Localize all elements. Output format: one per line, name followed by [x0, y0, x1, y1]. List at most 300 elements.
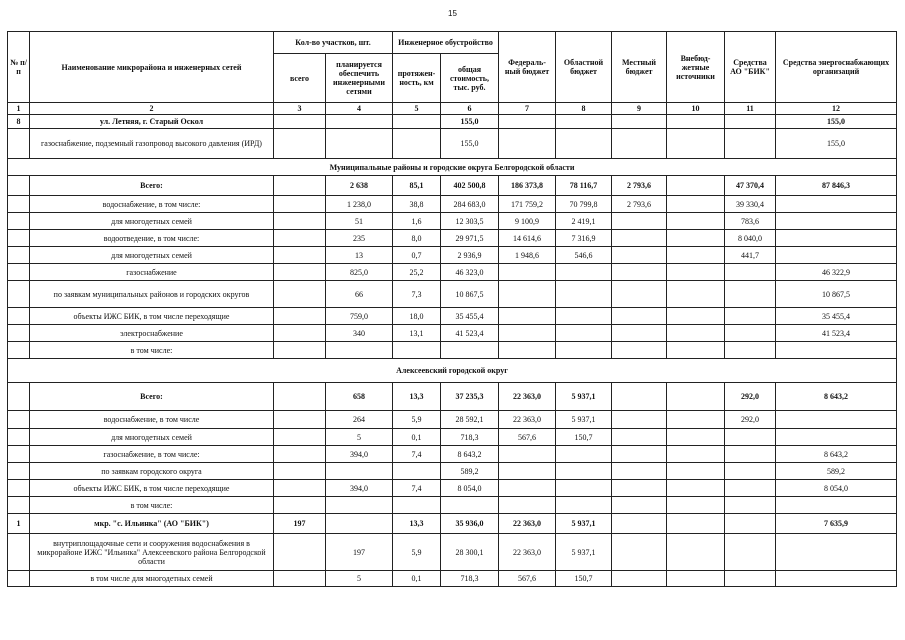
cell-cost: 37 235,3 — [441, 383, 499, 411]
cell-plots-planned: 66 — [326, 281, 393, 308]
cell-offbudget — [667, 325, 725, 342]
cell-name: газоснабжение, подземный газопровод высокого давления (ИРД) — [30, 129, 274, 159]
cell-local: 2 793,6 — [612, 176, 667, 196]
cell-offbudget — [667, 446, 725, 463]
cell-regional — [556, 480, 612, 497]
cell-federal: 186 373,8 — [499, 176, 556, 196]
cell-energy — [776, 342, 897, 359]
header-eng-length: протяжен-ность, км — [393, 54, 441, 103]
cell-local — [612, 308, 667, 325]
cell-length — [393, 342, 441, 359]
table-row — [8, 230, 897, 247]
header-eng-group: Инженерное обустройство — [393, 32, 499, 54]
cell-length — [393, 129, 441, 159]
table-row — [8, 446, 897, 463]
cell-federal: 171 759,2 — [499, 196, 556, 213]
cell-cost: 8 643,2 — [441, 446, 499, 463]
cell-regional: 546,6 — [556, 247, 612, 264]
cell-offbudget — [667, 129, 725, 159]
cell-length: 18,0 — [393, 308, 441, 325]
table-row — [8, 196, 897, 213]
cell-num: 1 — [8, 514, 30, 534]
cell-length: 7,3 — [393, 281, 441, 308]
cell-cost: 10 867,5 — [441, 281, 499, 308]
table-row — [8, 534, 897, 571]
cell-cost: 35 936,0 — [441, 514, 499, 534]
cell-length: 38,8 — [393, 196, 441, 213]
cell-local — [612, 281, 667, 308]
cell-federal: 22 363,0 — [499, 383, 556, 411]
cell-num — [8, 497, 30, 514]
cell-bik: 8 040,0 — [725, 230, 776, 247]
cell-num — [8, 534, 30, 571]
cell-cost: 8 054,0 — [441, 480, 499, 497]
cell-name: по заявкам муниципальных районов и городских округов — [30, 281, 274, 308]
cell-name: мкр. "с. Ильинка" (АО "БИК") — [30, 514, 274, 534]
col-number: 8 — [556, 103, 612, 115]
cell-offbudget — [667, 411, 725, 429]
header-name: Наименование микрорайона и инженерных сетей — [30, 32, 274, 103]
cell-federal: 9 100,9 — [499, 213, 556, 230]
table-row — [8, 247, 897, 264]
cell-local: 2 793,6 — [612, 196, 667, 213]
cell-length: 7,4 — [393, 446, 441, 463]
cell-energy — [776, 230, 897, 247]
cell-bik — [725, 497, 776, 514]
cell-regional — [556, 446, 612, 463]
cell-plots-total — [274, 411, 326, 429]
table-row — [8, 281, 897, 308]
cell-plots-total — [274, 571, 326, 587]
cell-regional — [556, 308, 612, 325]
header-num: № п/п — [8, 32, 30, 103]
cell-bik — [725, 514, 776, 534]
cell-plots-total — [274, 308, 326, 325]
cell-federal: 567,6 — [499, 571, 556, 587]
cell-bik: 47 370,4 — [725, 176, 776, 196]
header-local: Местный бюджет — [612, 32, 667, 103]
cell-local — [612, 342, 667, 359]
cell-num — [8, 264, 30, 281]
cell-offbudget — [667, 534, 725, 571]
cell-regional — [556, 342, 612, 359]
cell-name: водоснабжение, в том числе: — [30, 196, 274, 213]
cell-local — [612, 129, 667, 159]
cell-local — [612, 463, 667, 480]
cell-cost: 155,0 — [441, 115, 499, 129]
cell-plots-planned — [326, 463, 393, 480]
cell-energy — [776, 411, 897, 429]
cell-length — [393, 463, 441, 480]
header-plots-total: всего — [274, 54, 326, 103]
cell-num — [8, 411, 30, 429]
cell-cost: 46 323,0 — [441, 264, 499, 281]
cell-num — [8, 308, 30, 325]
cell-plots-total — [274, 534, 326, 571]
cell-cost: 589,2 — [441, 463, 499, 480]
cell-num — [8, 325, 30, 342]
cell-name: объекты ИЖС БИК, в том числе переходящие — [30, 308, 274, 325]
cell-federal — [499, 497, 556, 514]
header-regional: Областной бюджет — [556, 32, 612, 103]
cell-offbudget — [667, 342, 725, 359]
cell-federal: 1 948,6 — [499, 247, 556, 264]
table-row — [8, 176, 897, 196]
cell-plots-planned: 394,0 — [326, 480, 393, 497]
cell-num — [8, 281, 30, 308]
cell-regional: 5 937,1 — [556, 383, 612, 411]
table-row — [8, 497, 897, 514]
cell-num — [8, 446, 30, 463]
cell-name: водоотведение, в том числе: — [30, 230, 274, 247]
cell-energy — [776, 429, 897, 446]
cell-offbudget — [667, 308, 725, 325]
cell-offbudget — [667, 247, 725, 264]
header-federal: Федераль-ный бюджет — [499, 32, 556, 103]
cell-num — [8, 213, 30, 230]
cell-plots-total — [274, 463, 326, 480]
cell-plots-total: 197 — [274, 514, 326, 534]
header-plots-group: Кол-во участков, шт. — [274, 32, 393, 54]
cell-length: 0,1 — [393, 571, 441, 587]
table-row — [8, 383, 897, 411]
cell-num — [8, 176, 30, 196]
cell-federal — [499, 308, 556, 325]
cell-bik: 292,0 — [725, 411, 776, 429]
cell-bik — [725, 308, 776, 325]
cell-bik — [725, 571, 776, 587]
cell-local — [612, 115, 667, 129]
cell-plots-total — [274, 383, 326, 411]
table-row — [8, 514, 897, 534]
cell-cost: 28 592,1 — [441, 411, 499, 429]
cell-energy: 87 846,3 — [776, 176, 897, 196]
cell-plots-planned: 394,0 — [326, 446, 393, 463]
cell-bik — [725, 281, 776, 308]
cell-num — [8, 383, 30, 411]
cell-num — [8, 230, 30, 247]
cell-name: Всего: — [30, 176, 274, 196]
cell-offbudget — [667, 463, 725, 480]
cell-bik: 441,7 — [725, 247, 776, 264]
cell-federal: 22 363,0 — [499, 514, 556, 534]
header-row-1 — [8, 32, 897, 54]
header-plots-planned: планируется обеспечить инженерными сетями — [326, 54, 393, 103]
cell-local — [612, 230, 667, 247]
cell-energy: 589,2 — [776, 463, 897, 480]
cell-offbudget — [667, 196, 725, 213]
col-number: 12 — [776, 103, 897, 115]
col-number: 9 — [612, 103, 667, 115]
table-row — [8, 264, 897, 281]
cell-cost: 155,0 — [441, 129, 499, 159]
cell-length: 5,9 — [393, 411, 441, 429]
cell-local — [612, 446, 667, 463]
cell-bik — [725, 325, 776, 342]
cell-energy: 10 867,5 — [776, 281, 897, 308]
cell-name: в том числе для многодетных семей — [30, 571, 274, 587]
cell-plots-planned: 5 — [326, 571, 393, 587]
table-row — [8, 325, 897, 342]
cell-offbudget — [667, 571, 725, 587]
cell-cost: 28 300,1 — [441, 534, 499, 571]
header-bik: Средства АО "БИК" — [725, 32, 776, 103]
cell-length: 5,9 — [393, 534, 441, 571]
cell-bik: 292,0 — [725, 383, 776, 411]
cell-plots-planned: 825,0 — [326, 264, 393, 281]
cell-bik — [725, 129, 776, 159]
cell-regional: 78 116,7 — [556, 176, 612, 196]
cell-plots-planned — [326, 514, 393, 534]
cell-plots-total — [274, 176, 326, 196]
cell-num — [8, 571, 30, 587]
cell-offbudget — [667, 264, 725, 281]
cell-name: для многодетных семей — [30, 429, 274, 446]
section-heading-alekseevsky: Алексеевский городской округ — [8, 359, 897, 383]
cell-local — [612, 264, 667, 281]
cell-offbudget — [667, 497, 725, 514]
cell-plots-total — [274, 429, 326, 446]
cell-regional: 2 419,1 — [556, 213, 612, 230]
col-number: 10 — [667, 103, 725, 115]
table-row — [8, 342, 897, 359]
column-number-row — [8, 103, 897, 115]
cell-bik — [725, 264, 776, 281]
cell-energy — [776, 247, 897, 264]
cell-offbudget — [667, 230, 725, 247]
cell-federal: 14 614,6 — [499, 230, 556, 247]
cell-energy: 46 322,9 — [776, 264, 897, 281]
cell-regional — [556, 281, 612, 308]
cell-plots-total — [274, 281, 326, 308]
cell-regional: 7 316,9 — [556, 230, 612, 247]
cell-plots-planned: 197 — [326, 534, 393, 571]
cell-energy: 7 635,9 — [776, 514, 897, 534]
table-row — [8, 129, 897, 159]
cell-plots-planned: 340 — [326, 325, 393, 342]
col-number: 3 — [274, 103, 326, 115]
cell-name: внутриплощадочные сети и сооружения водоснабжения в микрорайоне ИЖС "Ильинка" Алексеевского района Белгородской области — [30, 534, 274, 571]
cell-energy — [776, 196, 897, 213]
cell-length — [393, 115, 441, 129]
budget-table — [7, 31, 897, 587]
cell-bik: 39 330,4 — [725, 196, 776, 213]
cell-name: для многодетных семей — [30, 247, 274, 264]
table-row — [8, 411, 897, 429]
table-row — [8, 463, 897, 480]
cell-num — [8, 463, 30, 480]
cell-length: 8,0 — [393, 230, 441, 247]
cell-num — [8, 342, 30, 359]
cell-cost: 35 455,4 — [441, 308, 499, 325]
cell-name: Всего: — [30, 383, 274, 411]
cell-federal — [499, 281, 556, 308]
cell-energy: 8 643,2 — [776, 446, 897, 463]
cell-num — [8, 196, 30, 213]
table-row — [8, 571, 897, 587]
cell-offbudget — [667, 514, 725, 534]
cell-plots-planned: 235 — [326, 230, 393, 247]
cell-plots-planned: 658 — [326, 383, 393, 411]
cell-plots-total — [274, 213, 326, 230]
cell-length: 85,1 — [393, 176, 441, 196]
cell-cost: 718,3 — [441, 571, 499, 587]
table-row — [8, 213, 897, 230]
cell-num — [8, 129, 30, 159]
cell-name: объекты ИЖС БИК, в том числе переходящие — [30, 480, 274, 497]
cell-energy — [776, 571, 897, 587]
col-number: 11 — [725, 103, 776, 115]
section-row — [8, 159, 897, 176]
cell-plots-total — [274, 115, 326, 129]
cell-length: 13,3 — [393, 383, 441, 411]
cell-name: для многодетных семей — [30, 213, 274, 230]
cell-bik — [725, 115, 776, 129]
cell-num: 8 — [8, 115, 30, 129]
cell-local — [612, 247, 667, 264]
cell-name: по заявкам городского округа — [30, 463, 274, 480]
cell-cost: 29 971,5 — [441, 230, 499, 247]
cell-energy: 155,0 — [776, 129, 897, 159]
cell-local — [612, 497, 667, 514]
cell-offbudget — [667, 429, 725, 446]
cell-name: ул. Летняя, г. Старый Оскол — [30, 115, 274, 129]
cell-plots-planned — [326, 115, 393, 129]
cell-plots-planned — [326, 129, 393, 159]
cell-plots-total — [274, 446, 326, 463]
cell-local — [612, 213, 667, 230]
cell-federal — [499, 446, 556, 463]
cell-bik — [725, 480, 776, 497]
cell-local — [612, 383, 667, 411]
cell-name: электроснабжение — [30, 325, 274, 342]
section-heading-municipal: Муниципальные районы и городские округа Белгородской области — [8, 159, 897, 176]
cell-plots-total — [274, 342, 326, 359]
cell-name: газоснабжение — [30, 264, 274, 281]
cell-length — [393, 497, 441, 514]
cell-regional: 5 937,1 — [556, 514, 612, 534]
cell-num — [8, 429, 30, 446]
table-row — [8, 429, 897, 446]
cell-local — [612, 514, 667, 534]
col-number: 1 — [8, 103, 30, 115]
cell-offbudget — [667, 115, 725, 129]
cell-name: в том числе: — [30, 497, 274, 514]
cell-regional — [556, 463, 612, 480]
header-offbudget: Внебюд-жетные источники — [667, 32, 725, 103]
cell-bik: 783,6 — [725, 213, 776, 230]
cell-federal: 22 363,0 — [499, 534, 556, 571]
header-energy: Средства энергоснабжающих организаций — [776, 32, 897, 103]
cell-energy — [776, 534, 897, 571]
cell-plots-planned: 264 — [326, 411, 393, 429]
cell-plots-planned: 1 238,0 — [326, 196, 393, 213]
cell-plots-planned: 2 638 — [326, 176, 393, 196]
cell-name: в том числе: — [30, 342, 274, 359]
cell-regional: 150,7 — [556, 429, 612, 446]
cell-federal — [499, 129, 556, 159]
cell-local — [612, 480, 667, 497]
cell-offbudget — [667, 383, 725, 411]
cell-regional — [556, 264, 612, 281]
cell-energy: 8 054,0 — [776, 480, 897, 497]
cell-offbudget — [667, 281, 725, 308]
cell-local — [612, 325, 667, 342]
cell-length: 0,1 — [393, 429, 441, 446]
cell-regional: 5 937,1 — [556, 411, 612, 429]
cell-plots-planned: 51 — [326, 213, 393, 230]
cell-regional — [556, 129, 612, 159]
cell-bik — [725, 534, 776, 571]
cell-regional — [556, 325, 612, 342]
table-row — [8, 308, 897, 325]
cell-num — [8, 247, 30, 264]
cell-name: газоснабжение, в том числе: — [30, 446, 274, 463]
cell-plots-total — [274, 480, 326, 497]
cell-length: 13,1 — [393, 325, 441, 342]
cell-num — [8, 480, 30, 497]
cell-federal — [499, 325, 556, 342]
table-row — [8, 480, 897, 497]
cell-regional — [556, 497, 612, 514]
cell-federal: 22 363,0 — [499, 411, 556, 429]
cell-cost: 718,3 — [441, 429, 499, 446]
cell-bik — [725, 446, 776, 463]
cell-plots-planned — [326, 342, 393, 359]
cell-cost: 284 683,0 — [441, 196, 499, 213]
cell-length: 7,4 — [393, 480, 441, 497]
col-number: 4 — [326, 103, 393, 115]
cell-plots-total — [274, 264, 326, 281]
cell-plots-total — [274, 129, 326, 159]
col-number: 6 — [441, 103, 499, 115]
cell-cost: 41 523,4 — [441, 325, 499, 342]
cell-offbudget — [667, 213, 725, 230]
cell-federal — [499, 115, 556, 129]
cell-cost — [441, 342, 499, 359]
cell-energy: 35 455,4 — [776, 308, 897, 325]
cell-bik — [725, 429, 776, 446]
cell-energy — [776, 497, 897, 514]
cell-local — [612, 411, 667, 429]
cell-cost — [441, 497, 499, 514]
cell-regional: 5 937,1 — [556, 534, 612, 571]
cell-offbudget — [667, 176, 725, 196]
cell-plots-total — [274, 497, 326, 514]
cell-plots-planned: 759,0 — [326, 308, 393, 325]
cell-plots-planned: 5 — [326, 429, 393, 446]
cell-federal — [499, 480, 556, 497]
cell-name: водоснабжение, в том числе — [30, 411, 274, 429]
header-eng-cost: общая стоимость, тыс. руб. — [441, 54, 499, 103]
section-row — [8, 359, 897, 383]
cell-local — [612, 429, 667, 446]
cell-length: 0,7 — [393, 247, 441, 264]
cell-energy: 155,0 — [776, 115, 897, 129]
col-number: 7 — [499, 103, 556, 115]
cell-local — [612, 534, 667, 571]
cell-length: 25,2 — [393, 264, 441, 281]
cell-length: 13,3 — [393, 514, 441, 534]
cell-cost: 2 936,9 — [441, 247, 499, 264]
cell-bik — [725, 463, 776, 480]
cell-bik — [725, 342, 776, 359]
cell-cost: 402 500,8 — [441, 176, 499, 196]
cell-regional — [556, 115, 612, 129]
table-row — [8, 115, 897, 129]
cell-cost: 12 303,5 — [441, 213, 499, 230]
cell-federal — [499, 342, 556, 359]
